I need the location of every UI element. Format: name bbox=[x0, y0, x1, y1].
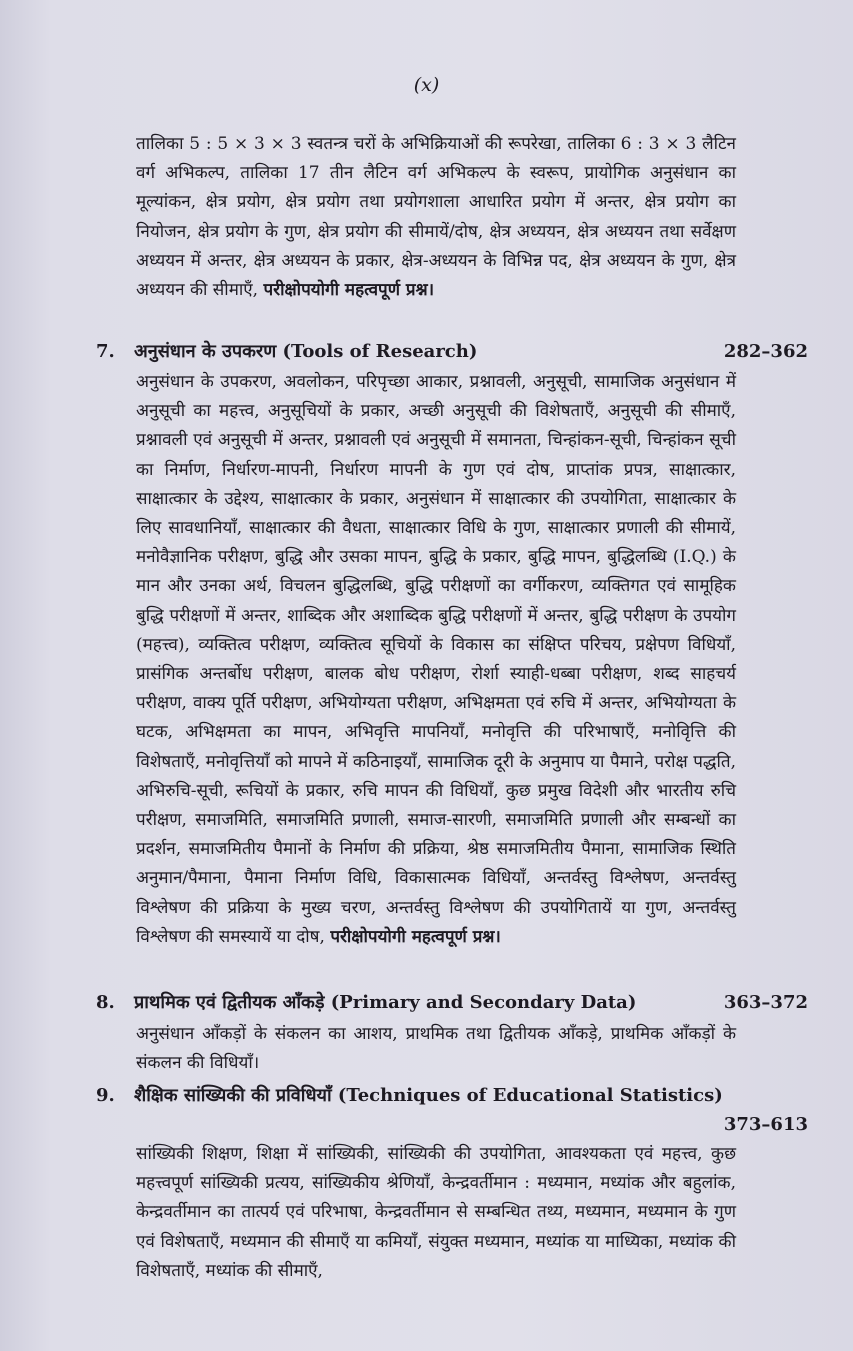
section-8-heading bbox=[96, 988, 808, 1018]
section-8-pages: 363–372 bbox=[723, 992, 808, 1013]
section-9-title: शैक्षिक सांख्यिकी की प्रविधियाँ (Techniques of Educational Statistics) bbox=[134, 1085, 723, 1106]
section-8-title: प्राथमिक एवं द्वितीयक आँकड़े (Primary and Secondary Data) bbox=[134, 992, 637, 1013]
section-7-title: अनुसंधान के उपकरण (Tools of Research) bbox=[134, 341, 478, 362]
section-8-body: अनुसंधान आँकड़ों के संकलन का आशय, प्राथमिक तथा द्वितीयक आँकड़े, प्राथमिक आँकड़ों के संकलन की विधियाँ। bbox=[136, 1024, 736, 1074]
intro-paragraph bbox=[136, 130, 736, 305]
intro-bold-text: परीक्षोपयोगी महत्वपूर्ण प्रश्न। bbox=[263, 280, 435, 301]
page-number: (x) bbox=[413, 74, 440, 96]
section-9-heading bbox=[96, 1081, 808, 1111]
section-7-text: अनुसंधान के उपकरण, अवलोकन, परिपृच्छा आकार, प्रश्नावली, अनुसूची, सामाजिक अनुसंधान में अनुसूची का महत्त्व, अनुसूचियों के प्रकार, अच्छी अनुसूची की विशेषताएँ, अनुसूची की सीमाएँ, प्रश्नावली एवं अनुसूची में अन्तर, प्रश्नावली एवं अनुसूची में समानता, चिन्हांकन-सूची, चिन्हांकन सूची का निर्माण, निर्धारण-मापनी, निर्धारण मापनी के गुण एवं दोष, प्राप्तांक प्रपत्र, साक्षात्कार, साक्षात्कार के उद्देश्य, साक्षात्कार के प्रकार, अनुसंधान में साक्षात्कार की उपयोगिता, साक्षात्कार के लिए सावधानियाँ, साक्षात्कार की वैधता, साक्षात्कार विधि के गुण, साक्षात्कार प्रणाली की सीमायें, मनोवैज्ञानिक परीक्षण, बुद्धि और उसका मापन, बुद्धि के प्रकार, बुद्धि मापन, बुद्धिलब्धि (I.Q.) के मान और उनका अर्थ, विचलन बुद्धिलब्धि, बुद्धि परीक्षणों का वर्गीकरण, व्यक्तिगत एवं सामूहिक बुद्धि परीक्षणों में अन्तर, शाब्दिक और अशाब्दिक बुद्धि परीक्षणों में अन्तर, बुद्धि परीक्षण के उपयोग (महत्त्व), व्यक्तित्व परीक्षण, व्यक्तित्व सूचियों के विकास का संक्षिप्त परिचय, प्रक्षेपण विधियाँ, प्रासंगिक अन्तर्बोध परीक्षण, बालक बोध परीक्षण, रोर्शा स्याही-धब्बा परीक्षण, शब्द साहचर्य परीक्षण, वाक्य पूर्ति परीक्षण, अभियोग्यता परीक्षण, अभिक्षमता एवं रुचि में अन्तर, अभियोग्यता के घटक, अभिक्षमता का मापन, अभिवृत्ति मापनियाँ, मनोवृत्ति की परिभाषाएँ, मनोवृित्ति की विशेषताएँ, मनोवृत्तियाँ को मापने में कठिनाइयाँ, सामाजिक दूरी के अनुमाप या पैमाने, परोक्ष पद्धति, अभिरुचि-सूची, रूचियों के प्रकार, रुचि मापन की विधियाँ, कुछ प्रमुख विदेशी और भारतीय रुचि परीक्षण, समाजमिति, समाजमिति प्रणाली, समाज-सारणी, समाजमिति प्रणाली और सम्बन्धों का प्रदर्शन, समाजमितीय पैमानों के निर्माण की प्रक्रिया, श्रेष्ठ समाजमितीय पैमाना, सामाजिक स्थिति अनुमान/पैमाना, पैमाना निर्माण विधि, विकासात्मक विधियाँ, अन्तर्वस्तु विश्लेषण, अन्तर्वस्तु विश्लेषण की प्रक्रिया के मुख्य चरण, अन्तर्वस्तु विश्लेषण की उपयोगितायें या गुण, अन्तर्वस्तु विश्लेषण की समस्यायें या दोष, bbox=[136, 372, 736, 947]
section-7-heading bbox=[96, 337, 808, 367]
section-9-body: सांख्यिकी शिक्षण, शिक्षा में सांख्यिकी, सांख्यिकी की उपयोगिता, आवश्यकता एवं महत्त्व, कुछ महत्त्वपूर्ण सांख्यिकी प्रत्यय, सांख्यिकीय श्रेणियाँ, केन्द्रवर्तीमान : मध्यमान, मध्यांक और बहुलांक, केन्द्रवर्तीमान का तात्पर्य एवं परिभाषा, केन्द्रवर्तीमान से सम्बन्धित तथ्य, मध्यमान, मध्यमान के गुण एवं विशेषताएँ, मध्यमान की सीमाएँ या कमियाँ, संयुक्त मध्यमान, मध्यांक या माध्यिका, मध्यांक की विशेषताएँ, मध्यांक की सीमाएँ, bbox=[136, 1144, 736, 1281]
intro-text: तालिका 5 : 5 × 3 × 3 स्वतन्त्र चरों के अभिक्रियाओं की रूपरेखा, तालिका 6 : 3 × 3 लैटिन वर्ग अभिकल्प, तालिका 17 तीन लैटिन वर्ग अभिकल्प के स्वरूप, प्रायोगिक अनुसंधान का मूल्यांकन, क्षेत्र प्रयोग, क्षेत्र प्रयोग तथा प्रयोगशाला आधारित प्रयोग में अन्तर, क्षेत्र प्रयोग का नियोजन, क्षेत्र प्रयोग के गुण, क्षेत्र प्रयोग की सीमायें/दोष, क्षेत्र अध्ययन, क्षेत्र अध्ययन तथा सर्वेक्षण अध्ययन में अन्तर, क्षेत्र अध्ययन के प्रकार, क्षेत्र-अध्ययन के विभिन्न पद, क्षेत्र अध्ययन के गुण, क्षेत्र अध्ययन की सीमाएँ, bbox=[136, 134, 736, 301]
section-7-bold-text: परीक्षोपयोगी महत्वपूर्ण प्रश्न। bbox=[330, 926, 501, 947]
section-8-number: 8. bbox=[96, 992, 115, 1013]
section-9-pages: 373–613 bbox=[723, 1114, 808, 1135]
section-7-body bbox=[136, 368, 736, 952]
section-7-number: 7. bbox=[96, 341, 115, 362]
section-9-number: 9. bbox=[96, 1085, 115, 1106]
section-7-pages: 282–362 bbox=[723, 341, 808, 362]
